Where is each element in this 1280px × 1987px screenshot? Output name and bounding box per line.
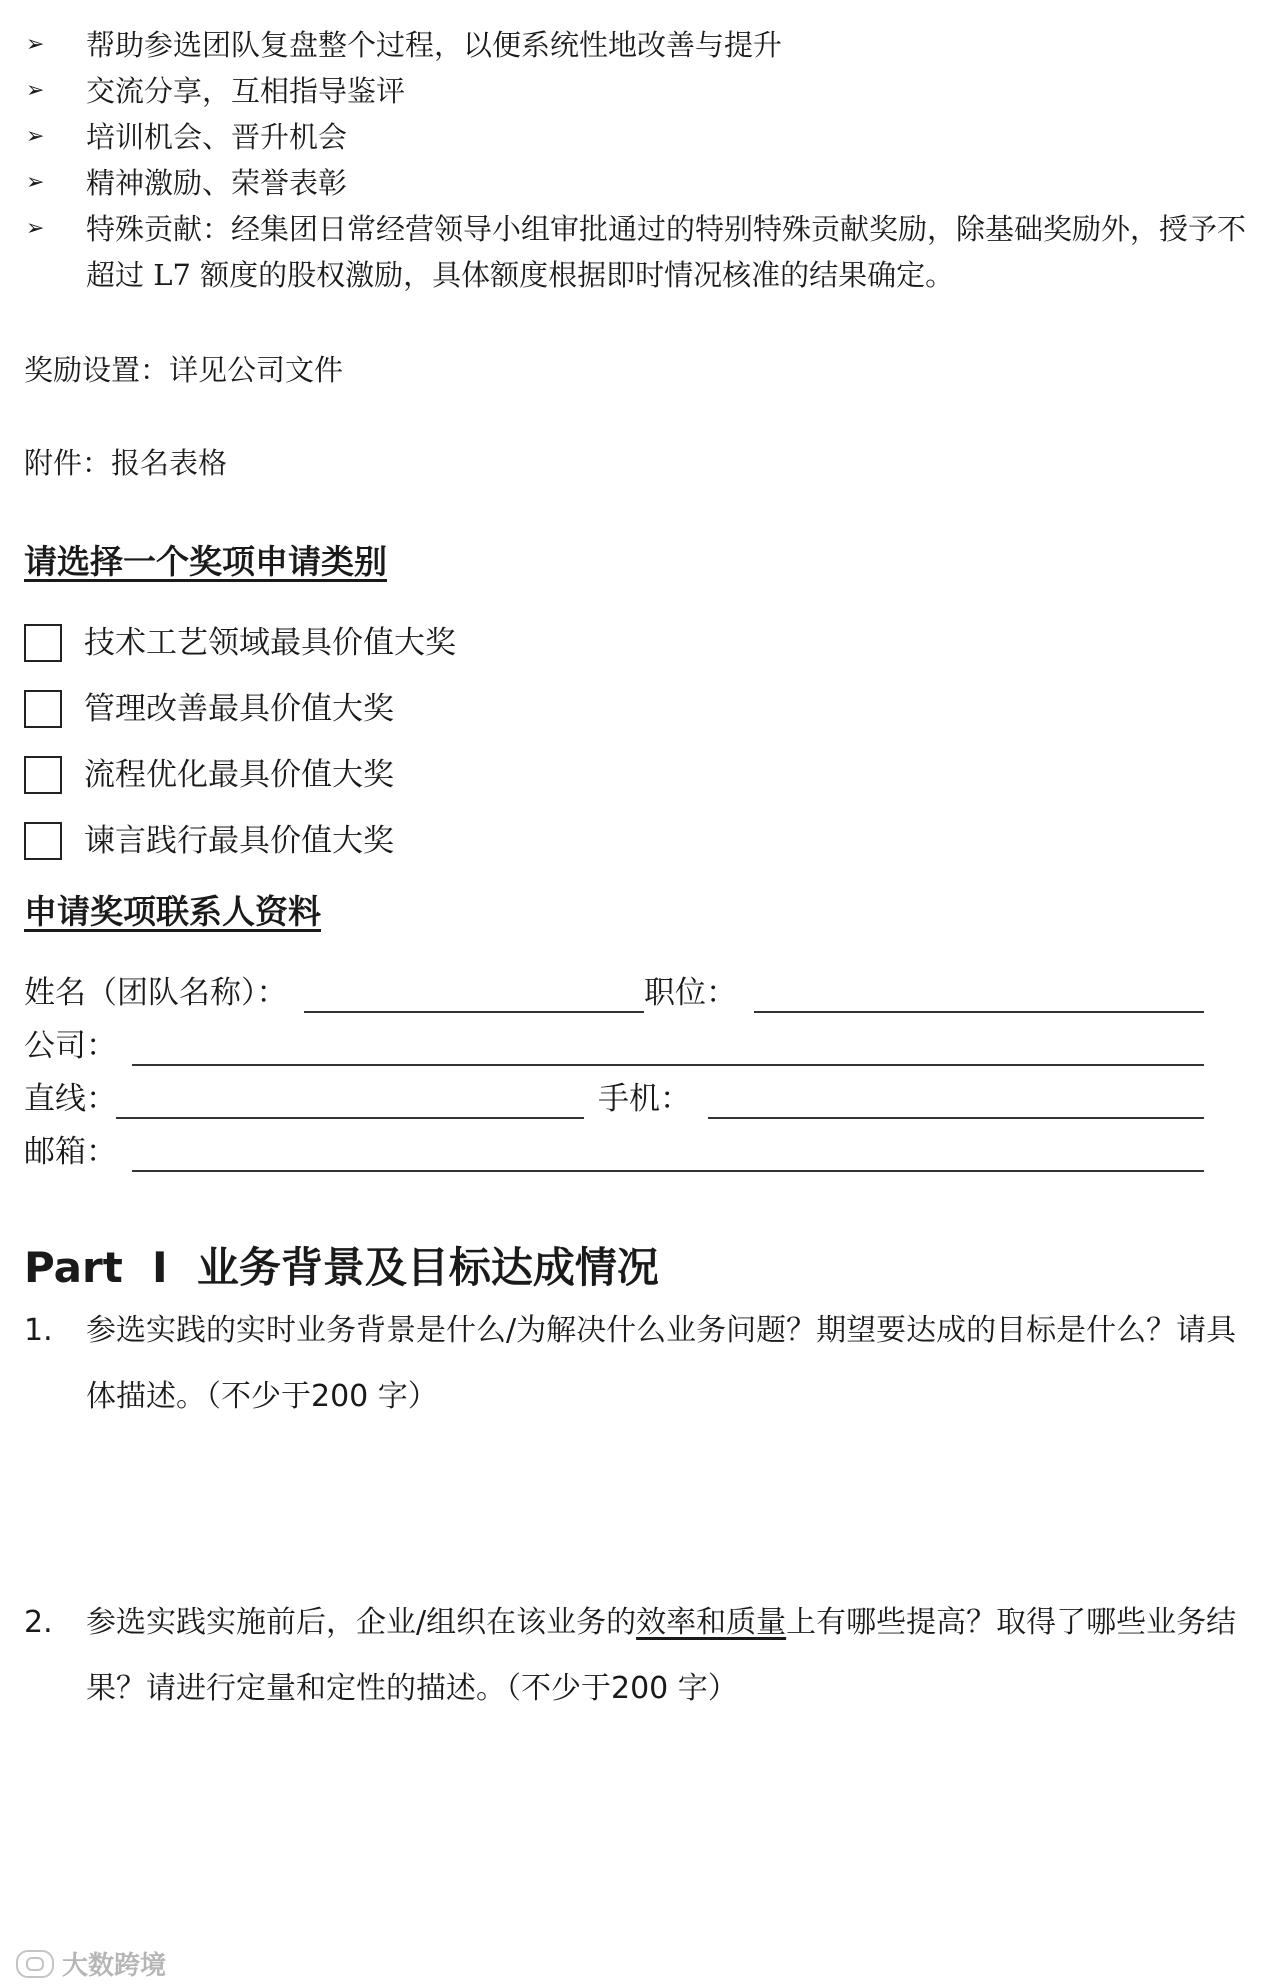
checkbox[interactable] [24,822,62,860]
category-option[interactable] [24,819,394,863]
attachment-text: 附件：报名表格 [24,446,228,480]
list-item-text: 精神激励、荣誉表彰 [86,166,348,200]
mobile-field[interactable] [708,1117,1204,1119]
email-field-label: 邮箱： [24,1134,117,1170]
list-item [0,22,1280,68]
arrow-bullet-icon: ➢ [26,32,45,57]
checkbox[interactable] [24,690,62,728]
watermark [16,1945,166,1982]
category-option[interactable] [24,753,394,797]
watermark-text: 大数跨境 [62,1951,167,1981]
list-item [0,160,1280,206]
category-option[interactable] [24,621,456,665]
category-label: 管理改善最具价值大奖 [84,691,394,727]
list-item-text: 特殊贡献：经集团日常经营领导小组审批通过的特别特殊贡献奖励，除基础奖励外，授予不超过 L7 额度的股权激励，具体额度根据即时情况核准的结果确定。 [86,212,1247,292]
question-text: 参选实践的实时业务背景是什么/为解决什么业务问题？期望要达成的目标是什么？请具体描述。（不少于200 字） [86,1313,1237,1414]
company-field-label: 公司： [24,1028,117,1064]
list-item-text: 培训机会、晋升机会 [86,120,348,154]
question-text: 参选实践实施前后，企业/组织在该业务的效率和质量上有哪些提高？取得了哪些业务结果？请进行定量和定性的描述。（不少于200 字） [86,1605,1237,1706]
category-heading: 请选择一个奖项申请类别 [24,542,387,581]
question-number: 1. [24,1313,53,1348]
checkbox[interactable] [24,624,62,662]
list-item-text: 帮助参选团队复盘整个过程，以便系统性地改善与提升 [86,28,783,62]
question-number: 2. [24,1605,53,1640]
underlined-phrase: 效率和质量 [636,1605,787,1640]
category-label: 技术工艺领域最具价值大奖 [84,625,456,661]
contact-heading: 申请奖项联系人资料 [24,892,321,931]
list-item [0,206,1280,298]
mobile-field-label: 手机： [598,1081,691,1117]
list-item-text: 交流分享，互相指导鉴评 [86,74,406,108]
email-field[interactable] [132,1170,1204,1172]
checkbox[interactable] [24,756,62,794]
list-item [0,68,1280,114]
company-field[interactable] [132,1064,1204,1066]
name-field[interactable] [304,1011,644,1013]
arrow-bullet-icon: ➢ [26,216,45,241]
phone-field-label: 直线： [24,1081,117,1117]
category-label: 流程优化最具价值大奖 [84,757,394,793]
arrow-bullet-icon: ➢ [26,170,45,195]
question-2 [24,1590,1264,1722]
category-label: 谏言践行最具价值大奖 [84,823,394,859]
question-1 [24,1298,1264,1430]
part-title: Part I 业务背景及目标达成情况 [24,1243,659,1292]
category-option[interactable] [24,687,394,731]
logo-icon [16,1950,54,1978]
list-item [0,114,1280,160]
arrow-bullet-icon: ➢ [26,124,45,149]
arrow-bullet-icon: ➢ [26,78,45,103]
reward-setting-text: 奖励设置：详见公司文件 [24,353,344,387]
phone-field[interactable] [116,1117,584,1119]
name-field-label: 姓名（团队名称）： [24,975,288,1011]
position-field-label: 职位： [644,975,737,1011]
position-field[interactable] [754,1011,1204,1013]
benefit-list [0,22,1280,298]
